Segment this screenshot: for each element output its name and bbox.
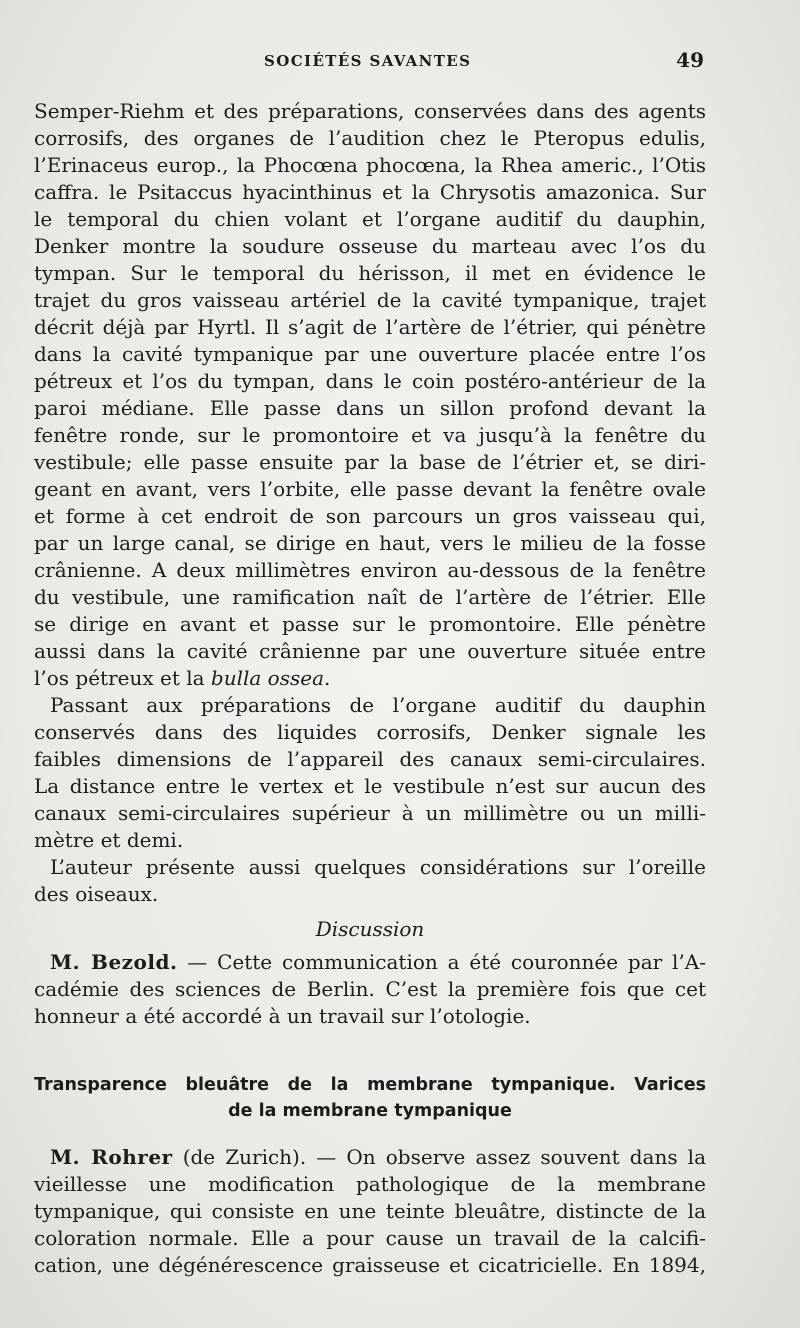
- section-block: [34, 1072, 706, 1279]
- text-line: cadémie des sciences de Berlin. C’est la première fois que cet: [34, 977, 706, 1001]
- text-line: mètre et demi.: [34, 828, 184, 852]
- text-line: Denker montre la soudure osseuse du marteau avec l’os du: [34, 234, 706, 258]
- text-line: du vestibule, une ramification naît de l’artère de l’étrier. Elle: [34, 585, 706, 609]
- discussion-heading: Discussion: [315, 917, 425, 941]
- running-title: SOCIÉTÉS SAVANTES: [264, 52, 472, 70]
- text-line: par un large canal, se dirige en haut, vers le milieu de la fosse: [34, 531, 706, 555]
- italic-term: bulla ossea: [210, 666, 325, 690]
- paragraph-1: [34, 98, 706, 692]
- text-line: cation, une dégénérescence graisseuse et cicatricielle. En 1894,: [34, 1253, 706, 1277]
- paragraph-3: [34, 854, 706, 908]
- speaker-name: M. Rohrer: [50, 1145, 173, 1169]
- page-number: 49: [676, 48, 704, 72]
- text-line: tympan. Sur le temporal du hérisson, il met en évidence le: [34, 261, 706, 285]
- page-body: [34, 98, 706, 1279]
- speaker-name: M. Bezold.: [50, 950, 178, 974]
- text-line: se dirige en avant et passe sur le promontoire. Elle pénètre: [34, 612, 706, 636]
- text-line: tympanique, qui consiste en une teinte bleuâtre, distincte de la: [34, 1199, 706, 1223]
- text-line: dans la cavité tympanique par une ouverture placée entre l’os: [34, 342, 706, 366]
- text-line: fenêtre ronde, sur le promontoire et va jusqu’à la fenêtre du: [34, 423, 706, 447]
- text-span: l’os pétreux et la: [34, 666, 211, 690]
- text-line: [34, 949, 706, 976]
- text-line: coloration normale. Elle a pour cause un travail de la calcifi-: [34, 1226, 706, 1250]
- text-line: Semper-Riehm et des préparations, conservées dans des agents: [34, 99, 706, 123]
- text-line: crânienne. A deux millimètres environ au-dessous de la fenêtre: [34, 558, 706, 582]
- text-line: trajet du gros vaisseau artériel de la cavité tympanique, trajet: [34, 288, 706, 312]
- section-title: [34, 1072, 706, 1124]
- text-line: canaux semi-circulaires supérieur à un millimètre ou un milli-: [34, 801, 706, 825]
- text-line: L’auteur présente aussi quelques considérations sur l’oreille: [50, 855, 706, 879]
- paragraph-2: [34, 692, 706, 854]
- text-line: l’Erinaceus europ., la Phocœna phocœna, la Rhea americ., l’Otis: [34, 153, 706, 177]
- text-line: et forme à cet endroit de son parcours un gros vaisseau qui,: [34, 504, 706, 528]
- text-line: Passant aux préparations de l’organe auditif du dauphin: [50, 693, 706, 717]
- discussion-block: [34, 916, 706, 1030]
- text-line: des oiseaux.: [34, 882, 159, 906]
- text-line: [34, 665, 706, 692]
- text-line: faibles dimensions de l’appareil des canaux semi-circulaires.: [34, 747, 706, 771]
- text-span: — Cette communication a été couronnée par l’A-: [177, 950, 706, 974]
- text-line: vestibule; elle passe ensuite par la base de l’étrier et, se diri-: [34, 450, 706, 474]
- section-title-line: de la membrane tympanique: [228, 1101, 512, 1121]
- text-line: geant en avant, vers l’orbite, elle passe devant la fenêtre ovale: [34, 477, 706, 501]
- text-line: aussi dans la cavité crânienne par une ouverture située entre: [34, 639, 706, 663]
- text-line: [34, 1144, 706, 1171]
- text-line: caffra. le Psitaccus hyacinthinus et la Chrysotis amazonica. Sur: [34, 180, 706, 204]
- text-line: La distance entre le vertex et le vestibule n’est sur aucun des: [34, 774, 706, 798]
- text-span: .: [324, 666, 331, 690]
- text-line: corrosifs, des organes de l’audition chez le Pteropus edulis,: [34, 126, 706, 150]
- text-line: le temporal du chien volant et l’organe auditif du dauphin,: [34, 207, 706, 231]
- text-line: paroi médiane. Elle passe dans un sillon profond devant la: [34, 396, 706, 420]
- text-line: honneur a été accordé à un travail sur l’otologie.: [34, 1004, 531, 1028]
- text-line: pétreux et l’os du tympan, dans le coin postéro-antérieur de la: [34, 369, 706, 393]
- text-line: vieillesse une modification pathologique de la membrane: [34, 1172, 706, 1196]
- text-line: conservés dans des liquides corrosifs, Denker signale les: [34, 720, 706, 744]
- text-line: décrit déjà par Hyrtl. Il s’agit de l’artère de l’étrier, qui pénètre: [34, 315, 706, 339]
- page-header: [34, 48, 704, 78]
- section-title-line: Transparence bleuâtre de la membrane tympanique. Varices: [34, 1075, 706, 1095]
- text-span: (de Zurich). — On observe assez souvent dans la: [172, 1145, 706, 1169]
